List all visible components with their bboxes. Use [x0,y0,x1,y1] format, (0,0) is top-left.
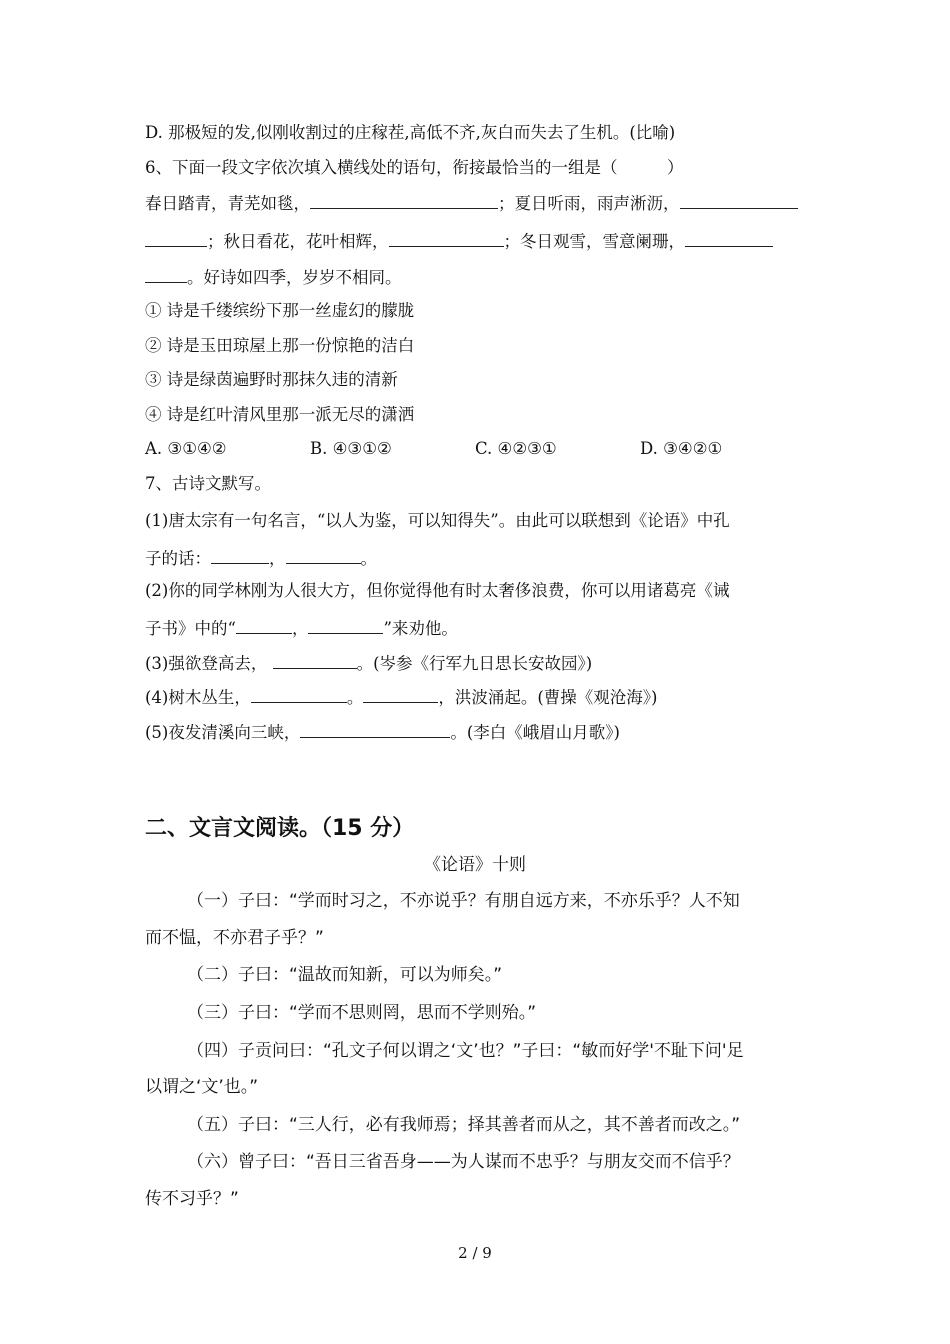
passage-line: （五）子曰：“三人行，必有我师焉；择其善者而从之，其不善者而改之。” [187,1115,741,1135]
q7-sub-5 [145,721,620,744]
q6-choices [145,438,722,460]
q7-sub-3 [145,652,592,675]
choice-a[interactable]: A. ③①④② [145,439,227,458]
answer-blank[interactable] [273,652,357,669]
choice-d[interactable]: D. ③④②① [640,439,723,458]
section-heading: 二、文言文阅读。（15 分） [145,816,415,841]
passage-line: （三）子曰：“学而不思则罔，思而不学则殆。” [187,1003,537,1023]
q5-option-d: D. 那极短的发,似刚收割过的庄稼茬,高低不齐,灰白而失去了生机。(比喻) [145,123,676,142]
passage-line: 传不习乎？” [145,1189,239,1209]
q6-passage-text: 春日踏青，青芜如毯， [145,194,310,213]
answer-blank[interactable] [310,192,498,209]
choice-c[interactable]: C. ④②③① [475,439,557,458]
passage-line: 而不愠，不亦君子乎？” [145,928,324,948]
answer-blank[interactable] [680,192,798,209]
q6-passage-text: 。好诗如四季，岁岁不相同。 [187,268,402,287]
answer-blank[interactable] [389,230,504,247]
q7-text: 子的话： [145,549,211,568]
q6-item: ② 诗是玉田琼屋上那一份惊艳的洁白 [145,336,415,355]
q7-sub-2-cont [145,617,458,640]
answer-blank[interactable] [251,686,347,703]
q7-stem: 7、古诗文默写。 [145,474,271,493]
q7-text: 。(岑参《行军九日思长安故园》) [356,654,593,673]
passage-title: 《论语》十则 [424,855,526,875]
q6-passage-line-1 [145,192,798,215]
q7-sub-1: (1)唐太宗有一句名言，“以人为鉴，可以知得失”。由此可以联想到《论语》中孔 [145,511,730,530]
answer-blank[interactable] [685,230,773,247]
answer-blank[interactable] [145,266,187,283]
q7-text: (3)强欲登高去， [145,654,268,673]
q6-item: ④ 诗是红叶清风里那一派无尽的潇洒 [145,405,415,424]
q7-text: 子书》中的“ [145,619,236,638]
answer-blank[interactable] [300,721,450,738]
answer-blank[interactable] [211,547,269,564]
answer-blank[interactable] [145,230,207,247]
passage-line: （一）子曰：“学而时习之，不亦说乎？有朋自远方来，不亦乐乎？人不知 [187,891,740,911]
q7-sub-4 [145,686,658,709]
passage-line: 以谓之‘文’也。” [145,1077,259,1097]
q7-text: (5)夜发清溪向三峡， [145,723,301,742]
q7-text: 。(李白《峨眉山月歌》) [450,723,620,742]
q7-text: 。 [360,549,377,568]
page-number: 2 / 9 [458,1244,492,1262]
choice-b[interactable]: B. ④③①② [310,439,392,458]
q7-text: ，洪波涌起。(曹操《观沧海》) [438,688,658,707]
q6-stem: 6、下面一段文字依次填入横线处的语句，衔接最恰当的一组是（ ） [145,158,684,177]
q6-item: ① 诗是千缕缤纷下那一丝虚幻的朦胧 [145,301,415,320]
answer-blank[interactable] [363,686,438,703]
q7-text: 。 [346,688,364,707]
answer-blank[interactable] [236,617,292,634]
q6-passage-text: ；秋日看花，花叶相辉， [207,232,389,251]
q7-sub-2: (2)你的同学林刚为人很大方，但你觉得他有时太奢侈浪费，你可以用诸葛亮《诫 [145,581,730,600]
answer-blank[interactable] [286,547,361,564]
q6-passage-text: ；夏日听雨，雨声淅沥， [498,194,680,213]
q6-item: ③ 诗是绿茵遍野时那抹久违的清新 [145,370,398,389]
answer-blank[interactable] [308,617,383,634]
q6-passage-text: ；冬日观雪，雪意阑珊， [503,232,685,251]
q7-text: ， [269,549,286,568]
passage-line: （四）子贡问曰：“孔文子何以谓之‘文’也？”子曰：“敏而好学'不耻下问'足 [187,1041,744,1061]
q6-passage-line-3 [145,266,402,289]
q7-text: ”来劝他。 [383,619,458,638]
q7-sub-1-cont [145,547,377,570]
passage-line: （二）子曰：“温故而知新，可以为师矣。” [187,965,503,985]
q7-text: ， [291,619,309,638]
passage-line: （六）曾子曰：“吾日三省吾身——为人谋而不忠乎？与朋友交而不信乎？ [187,1152,740,1172]
q7-text: (4)树木丛生， [145,688,251,707]
q6-passage-line-2 [145,230,773,253]
